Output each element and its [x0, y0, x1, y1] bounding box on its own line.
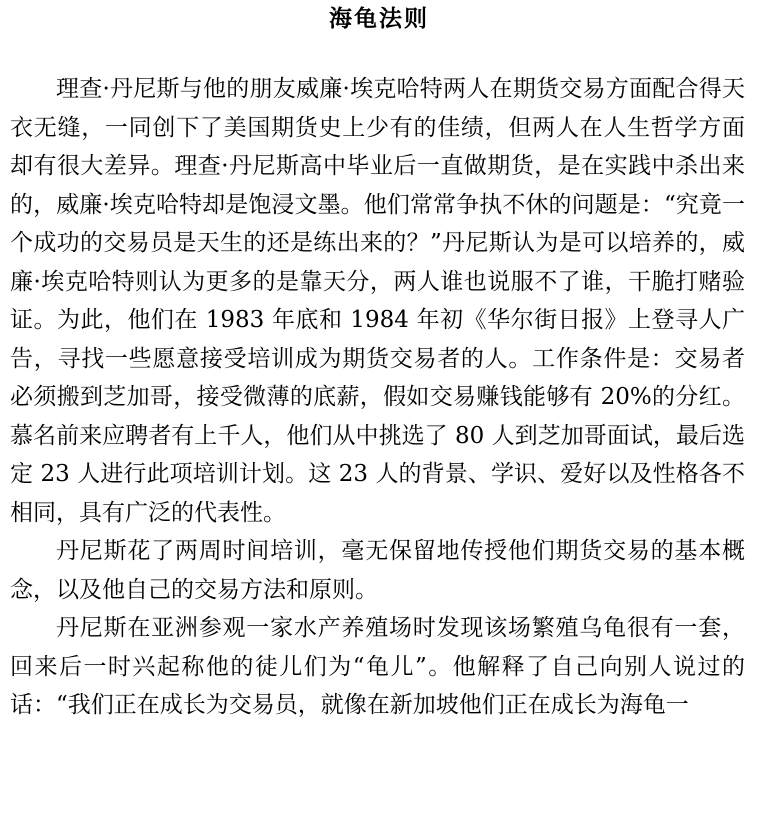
page-title: 海龟法则 — [329, 6, 429, 32]
document-body — [10, 70, 745, 725]
paragraph: 理查·丹尼斯与他的朋友威廉·埃克哈特两人在期货交易方面配合得天衣无缝，一同创下了美国期货史上少有的佳绩，但两人在人生哲学方面却有很大差异。理查·丹尼斯高中毕业后一直做期货，是在实践中杀出来的，威廉·埃克哈特却是饱浸文墨。他们常常争执不休的问题是：“究竟一个成功的交易员是天生的还是练出来的？”丹尼斯认为是可以培养的，威廉·埃克哈特则认为更多的是靠天分，两人谁也说服不了谁，干脆打赌验证。为此，他们在 1983 年底和 1984 年初《华尔街日报》上登寻人广告，寻找一些愿意接受培训成为期货交易者的人。工作条件是：交易者必须搬到芝加哥，接受微薄的底薪，假如交易赚钱能够有 20%的分红。慕名前来应聘者有上千人，他们从中挑选了 80 人到芝加哥面试，最后选定 23 人进行此项培训计划。这 23 人的背景、学识、爱好以及性格各不相同，具有广泛的代表性。 — [10, 76, 745, 526]
paragraph: 丹尼斯花了两周时间培训，毫无保留地传授他们期货交易的基本概念，以及他自己的交易方法和原则。 — [10, 538, 745, 603]
paragraph: 丹尼斯在亚洲参观一家水产养殖场时发现该场繁殖乌龟很有一套，回来后一时兴起称他的徒儿们为“龟儿”。他解释了自己向别人说过的话：“我们正在成长为交易员，就像在新加坡他们正在成长为海龟一 — [10, 615, 745, 718]
